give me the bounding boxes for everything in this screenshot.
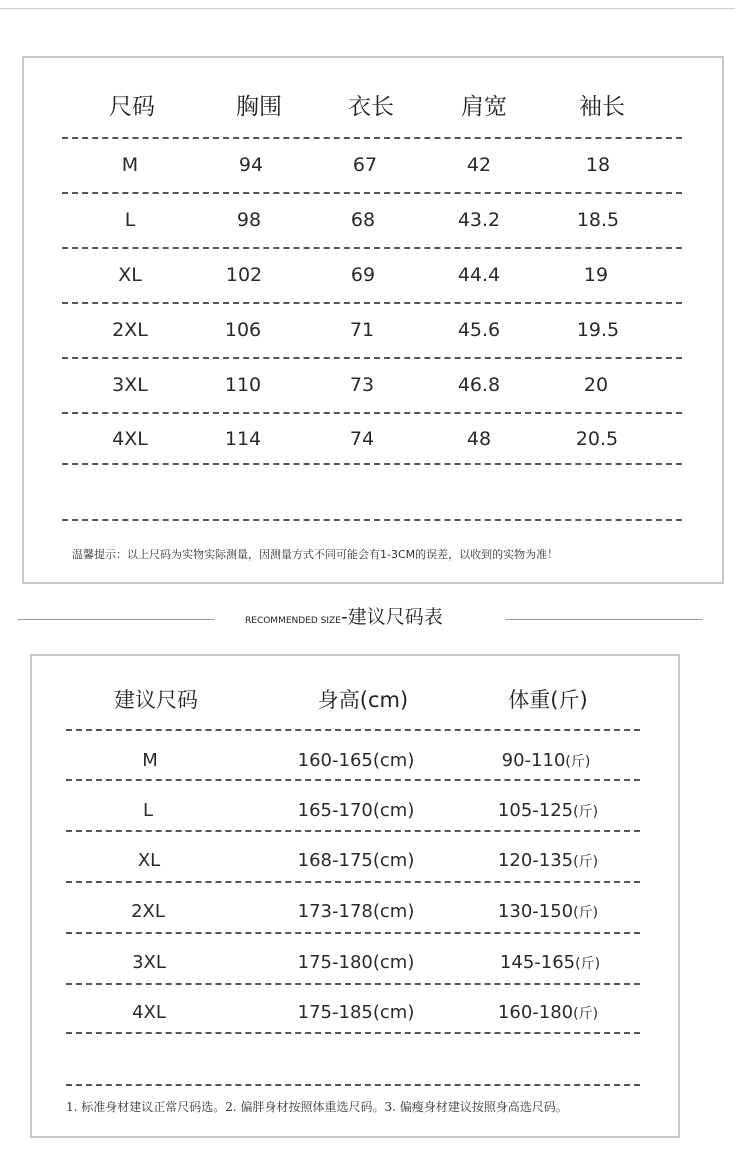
cell-size: XL (137, 850, 161, 871)
section-divider-left (18, 619, 215, 620)
cell-height (298, 750, 415, 771)
cell-chest: 98 (236, 209, 262, 231)
header-weight: 体重(斤) (508, 688, 588, 712)
cell-height (298, 952, 415, 973)
section-title-separator: - (340, 606, 348, 628)
cell-weight (500, 952, 600, 973)
cell-height (298, 901, 415, 922)
header-length: 衣长 (348, 94, 394, 120)
dashed-divider (66, 1032, 640, 1034)
cell-chest: 110 (224, 374, 262, 396)
dashed-divider (62, 357, 682, 359)
cell-weight (502, 750, 591, 771)
weight-unit: (斤) (573, 804, 599, 820)
cell-size: XL (118, 264, 142, 286)
weight-value: 160-180 (497, 1002, 574, 1023)
section-title (245, 602, 443, 629)
dashed-divider (66, 729, 640, 731)
cell-size: L (142, 800, 154, 821)
dashed-divider (66, 932, 640, 934)
size-chart-panel (22, 56, 724, 584)
cell-size: L (124, 209, 136, 231)
cell-size: M (121, 154, 139, 176)
height-unit: (cm) (372, 952, 415, 973)
height-value: 173-178 (297, 901, 373, 922)
height-value: 175-180 (297, 952, 373, 973)
cell-size: 4XL (112, 428, 148, 450)
height-value: 175-185 (297, 1002, 373, 1023)
section-title-cn: 建议尺码表 (347, 606, 443, 628)
dashed-divider (62, 519, 682, 521)
cell-weight (498, 1002, 598, 1023)
size-chart-note: 温馨提示：以上尺码为实物实际测量，因测量方式不同可能会有1-3CM的误差，以收到的实物为准！ (72, 548, 559, 561)
cell-length: 71 (349, 319, 375, 341)
cell-height (298, 1002, 415, 1023)
cell-chest: 94 (238, 154, 264, 176)
dashed-divider (66, 1084, 640, 1086)
cell-length: 68 (350, 209, 376, 231)
header-sleeve: 袖长 (579, 94, 625, 120)
height-value: 160-165 (297, 750, 373, 771)
header-height: 身高(cm) (317, 688, 409, 712)
cell-length: 69 (350, 264, 376, 286)
header-recommended-size: 建议尺码 (114, 688, 198, 712)
section-title-en: RECOMMENDED SIZE (245, 616, 341, 626)
recommend-chart-note: 1. 标准身材建议正常尺码选。2. 偏胖身材按照体重选尺码。3. 偏瘦身材建议按照身高选尺码。 (66, 1100, 568, 1114)
weight-unit: (斤) (565, 754, 591, 770)
cell-size: M (142, 750, 158, 771)
cell-sleeve: 19.5 (576, 319, 620, 341)
cell-sleeve: 20.5 (575, 428, 619, 450)
dashed-divider (66, 881, 640, 883)
dashed-divider (62, 137, 682, 139)
cell-chest: 106 (224, 319, 262, 341)
cell-size: 3XL (112, 374, 148, 396)
recommend-chart-panel (30, 654, 680, 1138)
weight-value: 120-135 (497, 850, 574, 871)
cell-shoulder: 43.2 (457, 209, 501, 231)
cell-shoulder: 46.8 (457, 374, 501, 396)
top-divider-line (0, 8, 735, 9)
header-chest: 胸围 (236, 94, 282, 120)
cell-length: 74 (349, 428, 375, 450)
dashed-divider (66, 830, 640, 832)
weight-unit: (斤) (573, 905, 599, 921)
cell-sleeve: 20 (583, 374, 609, 396)
height-unit: (cm) (372, 850, 415, 871)
cell-weight (498, 850, 598, 871)
header-size: 尺码 (109, 94, 155, 120)
dashed-divider (62, 192, 682, 194)
height-unit: (cm) (372, 750, 415, 771)
cell-size: 2XL (131, 901, 165, 922)
cell-sleeve: 18 (585, 154, 611, 176)
weight-value: 90-110 (501, 750, 566, 771)
height-unit: (cm) (372, 901, 415, 922)
weight-value: 130-150 (497, 901, 574, 922)
dashed-divider (66, 983, 640, 985)
weight-unit: (斤) (573, 1006, 599, 1022)
section-divider-right (505, 619, 703, 620)
height-value: 165-170 (297, 800, 373, 821)
cell-size: 2XL (112, 319, 148, 341)
cell-height (298, 850, 415, 871)
dashed-divider (62, 463, 682, 465)
cell-size: 4XL (132, 1002, 166, 1023)
weight-value: 145-165 (499, 952, 576, 973)
cell-length: 67 (352, 154, 378, 176)
height-unit: (cm) (372, 800, 415, 821)
dashed-divider (62, 302, 682, 304)
cell-shoulder: 44.4 (457, 264, 501, 286)
weight-unit: (斤) (575, 956, 601, 972)
dashed-divider (62, 247, 682, 249)
cell-shoulder: 48 (466, 428, 492, 450)
cell-weight (498, 901, 598, 922)
height-unit: (cm) (372, 1002, 415, 1023)
weight-value: 105-125 (497, 800, 574, 821)
dashed-divider (66, 779, 640, 781)
height-value: 168-175 (297, 850, 373, 871)
cell-height (298, 800, 415, 821)
cell-size: 3XL (132, 952, 166, 973)
cell-sleeve: 19 (583, 264, 609, 286)
cell-shoulder: 45.6 (457, 319, 501, 341)
cell-weight (498, 800, 598, 821)
cell-shoulder: 42 (466, 154, 492, 176)
cell-sleeve: 18.5 (576, 209, 620, 231)
weight-unit: (斤) (573, 854, 599, 870)
cell-chest: 102 (225, 264, 263, 286)
cell-chest: 114 (224, 428, 262, 450)
cell-length: 73 (349, 374, 375, 396)
header-shoulder: 肩宽 (461, 94, 507, 120)
dashed-divider (62, 412, 682, 414)
